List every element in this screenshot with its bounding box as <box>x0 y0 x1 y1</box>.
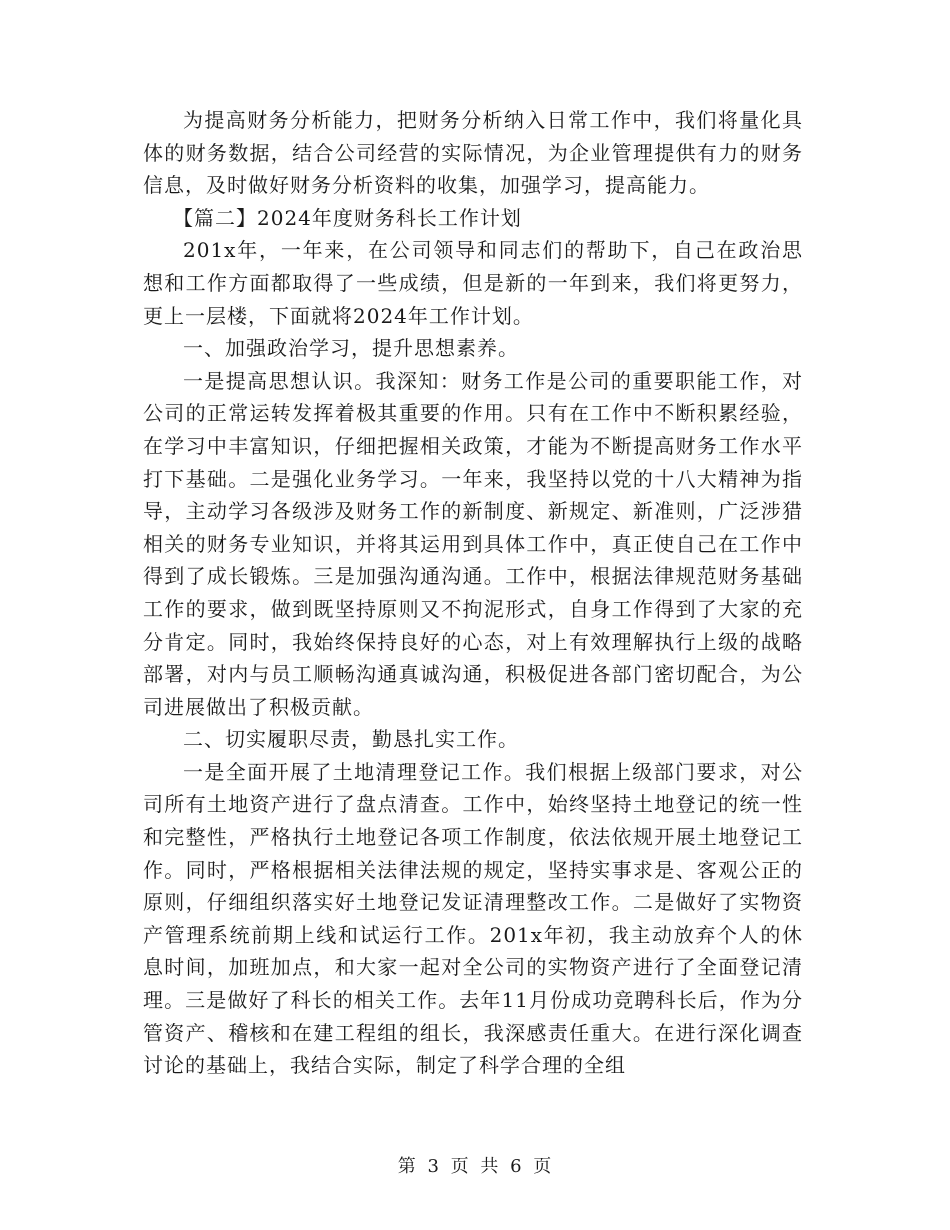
section-title-part-two: 【篇二】2024年度财务科长工作计划 <box>173 205 522 230</box>
heading-duties: 二、切实履职尽责，勤恳扎实工作。 <box>183 727 519 752</box>
paragraph-financial-analysis: 为提高财务分析能力，把财务分析纳入日常工作中，我们将量化具体的财务数据，结合公司经营的实际情况，为企业管理提供有力的财务信息，及时做好财务分析资料的收集，加强学习，提高能力。 <box>143 108 803 198</box>
page-number-footer: 第 3 页 共 6 页 <box>397 1156 553 1177</box>
paragraph-duties: 一是全面开展了土地清理登记工作。我们根据上级部门要求，对公司所有土地资产进行了盘点清查。工作中，始终坚持土地登记的统一性和完整性，严格执行土地登记各项工作制度，依法依规开展土地登记工作。同时，严格根据相关法律法规的规定，坚持实事求是、客观公正的原则，仔细组织落实好土地登记发证清理整改工作。二是做好了实物资产管理系统前期上线和试运行工作。201x年初，我主动放弃个人的休息时间，加班加点，和大家一起对全公司的实物资产进行了全面登记清理。三是做好了科长的相关工作。去年11月份成功竞聘科长后，作为分管资产、稽核和在建工程组的组长，我深感责任重大。在进行深化调查讨论的基础上，我结合实际，制定了科学合理的全组 <box>143 759 803 1078</box>
document-body <box>143 104 803 1082</box>
paragraph-political-study: 一是提高思想认识。我深知：财务工作是公司的重要职能工作，对公司的正常运转发挥着极其重要的作用。只有在工作中不断积累经验，在学习中丰富知识，仔细把握相关政策，才能为不断提高财务工作水平打下基础。二是强化业务学习。一年来，我坚持以党的十八大精神为指导，主动学习各级涉及财务工作的新制度、新规定、新准则，广泛涉猎相关的财务专业知识，并将其运用到具体工作中，真正使自己在工作中得到了成长锻炼。三是加强沟通沟通。工作中，根据法律规范财务基础工作的要求，做到既坚持原则又不拘泥形式，自身工作得到了大家的充分肯定。同时，我始终保持良好的心态，对上有效理解执行上级的战略部署，对内与员工顺畅沟通真诚沟通，积极促进各部门密切配合，为公司进展做出了积极贡献。 <box>143 368 803 719</box>
paragraph-intro: 201x年，一年来，在公司领导和同志们的帮助下，自己在政治思想和工作方面都取得了一些成绩，但是新的一年到来，我们将更努力，更上一层楼，下面就将2024年工作计划。 <box>143 238 803 328</box>
heading-political-study: 一、加强政治学习，提升思想素养。 <box>183 336 519 361</box>
